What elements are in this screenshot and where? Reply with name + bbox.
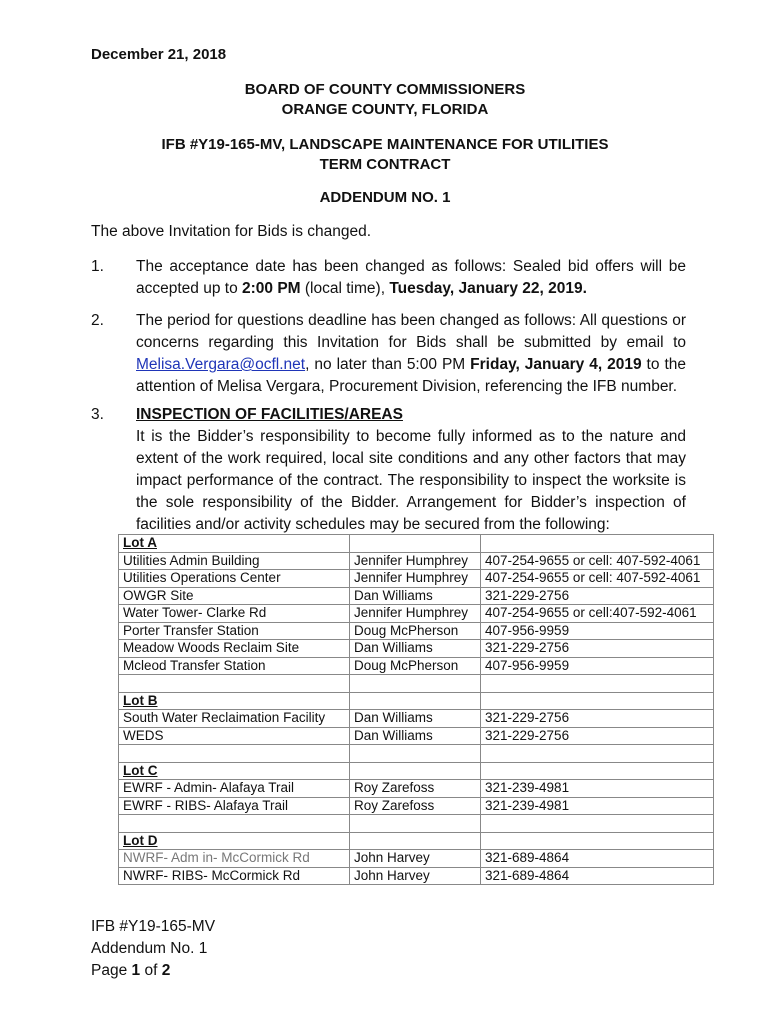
contact-cell: Roy Zarefoss [350,797,481,815]
deadline-date: Tuesday, January 22, 2019. [389,280,587,297]
table-row [119,727,714,745]
site-cell: EWRF - RIBS- Alafaya Trail [119,797,350,815]
contact-cell: Roy Zarefoss [350,780,481,798]
page-footer [91,916,215,982]
contact-cell: Jennifer Humphrey [350,552,481,570]
item-number: 3. [91,406,104,423]
site-cell: Meadow Woods Reclaim Site [119,640,350,658]
spacer-row [119,745,714,763]
lot-label: Lot C [119,762,350,780]
document-date: December 21, 2018 [91,46,227,63]
phone-cell: 321-239-4981 [481,780,714,798]
lot-label: Lot D [119,832,350,850]
site-cell: WEDS [119,727,350,745]
lot-header-row [119,762,714,780]
contact-cell: John Harvey [350,850,481,868]
spacer-row [119,675,714,693]
item-1 [91,256,686,300]
table-row [119,867,714,885]
phone-cell: 321-229-2756 [481,727,714,745]
table-row [119,587,714,605]
site-cell: Utilities Admin Building [119,552,350,570]
item-text: to the attention of Melisa Vergara, Procurement Division, referencing the IFB number. [136,356,686,395]
table-row [119,710,714,728]
contact-cell: Doug McPherson [350,622,481,640]
phone-cell: 321-229-2756 [481,710,714,728]
lot-header-row [119,832,714,850]
table-row [119,850,714,868]
lot-header-row [119,692,714,710]
phone-cell: 321-239-4981 [481,797,714,815]
ifb-title [90,135,680,175]
item-text: , no later than 5:00 PM [305,356,471,373]
footer-addendum: Addendum No. 1 [91,940,208,957]
item-text: The acceptance date has been changed as follows: Sealed bid offers will be accepted up to [136,258,686,297]
lot-header-row [119,535,714,553]
table-row [119,570,714,588]
contact-cell: Dan Williams [350,727,481,745]
item-text: The period for questions deadline has been changed as follows: All questions or concerns regarding this Invitation for Bids shall be submitted by email to [136,312,686,351]
county-line: ORANGE COUNTY, FLORIDA [281,101,489,118]
table-row [119,657,714,675]
phone-cell: 321-689-4864 [481,850,714,868]
contact-cell: Dan Williams [350,587,481,605]
item-body [136,310,686,398]
contact-cell: Dan Williams [350,640,481,658]
phone-cell: 321-229-2756 [481,587,714,605]
table-row [119,797,714,815]
phone-cell: 321-229-2756 [481,640,714,658]
table-row [119,780,714,798]
table-row [119,622,714,640]
item-body [136,404,686,536]
facility-contacts-table [118,534,714,885]
contact-cell: Dan Williams [350,710,481,728]
item-number: 2. [91,312,104,329]
phone-cell: 407-254-9655 or cell: 407-592-4061 [481,570,714,588]
contact-cell: John Harvey [350,867,481,885]
footer-ifb: IFB #Y19-165-MV [91,918,216,935]
lot-label: Lot B [119,692,350,710]
table-row [119,605,714,623]
phone-cell: 407-956-9959 [481,657,714,675]
site-cell: Water Tower- Clarke Rd [119,605,350,623]
site-cell: OWGR Site [119,587,350,605]
contact-cell: Doug McPherson [350,657,481,675]
contact-cell: Jennifer Humphrey [350,570,481,588]
site-cell: EWRF - Admin- Alafaya Trail [119,780,350,798]
lot-label: Lot A [119,535,350,553]
phone-cell: 321-689-4864 [481,867,714,885]
addendum-title: ADDENDUM NO. 1 [319,189,451,206]
question-deadline-date: Friday, January 4, 2019 [470,356,642,373]
board-line: BOARD OF COUNTY COMMISSIONERS [244,81,526,98]
email-link[interactable]: Melisa.Vergara@ocfl.net [136,356,306,373]
item-text: It is the Bidder’s responsibility to become fully informed as to the nature and extent of the work required, local site conditions and any other factors that may impact performance of the contract. The responsibility to inspect the worksite is the sole responsibility of the Bidder. Arrangement for Bidder’s inspection of facilities and/or activity schedules may be secured from the following: [136,428,686,533]
table-row [119,552,714,570]
phone-cell: 407-254-9655 or cell:407-592-4061 [481,605,714,623]
site-cell: Utilities Operations Center [119,570,350,588]
ifb-title-line-2: TERM CONTRACT [319,156,451,173]
board-title [90,80,680,120]
site-cell: NWRF- Adm in- McCormick Rd [119,850,350,868]
spacer-row [119,815,714,833]
item-number: 1. [91,258,104,275]
ifb-title-line-1: IFB #Y19-165-MV, LANDSCAPE MAINTENANCE FOR UTILITIES [161,136,609,153]
site-cell: Mcleod Transfer Station [119,657,350,675]
site-cell: South Water Reclaimation Facility [119,710,350,728]
phone-cell: 407-254-9655 or cell: 407-592-4061 [481,552,714,570]
phone-cell: 407-956-9959 [481,622,714,640]
site-cell: Porter Transfer Station [119,622,350,640]
intro-text: The above Invitation for Bids is changed. [91,223,372,240]
site-cell: NWRF- RIBS- McCormick Rd [119,867,350,885]
item-2 [91,310,686,398]
item-3 [91,404,686,536]
item-text: (local time), [300,280,390,297]
section-heading: INSPECTION OF FACILITIES/AREAS [136,406,403,423]
item-body [136,256,686,300]
page-number: Page 1 of 2 [91,962,171,979]
deadline-time: 2:00 PM [242,280,301,297]
contact-cell: Jennifer Humphrey [350,605,481,623]
table-row [119,640,714,658]
